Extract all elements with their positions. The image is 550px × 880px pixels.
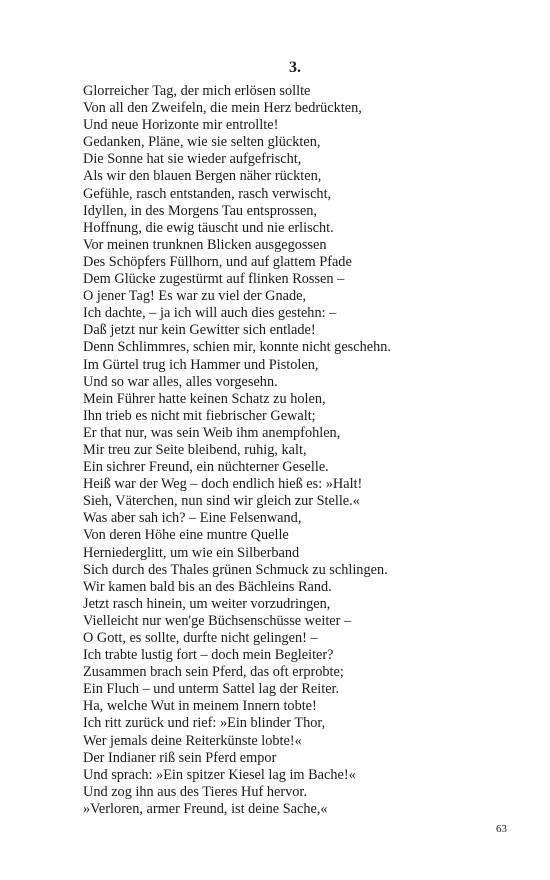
section-heading: 3. xyxy=(289,59,301,76)
poem-line: Mir treu zur Seite bleibend, ruhig, kalt, xyxy=(83,441,307,458)
poem-line: Idyllen, in des Morgens Tau entsprossen, xyxy=(83,202,317,219)
poem-line: O jener Tag! Es war zu viel der Gnade, xyxy=(83,288,307,305)
poem-line: Was aber sah ich? – Eine Felsenwand, xyxy=(83,510,302,527)
poem-line: Dem Glücke zugestürmt auf flinken Rossen – xyxy=(83,271,345,288)
poem-text xyxy=(83,83,523,818)
poem-line: Des Schöpfers Füllhorn, und auf glattem Pfade xyxy=(83,253,352,270)
poem-line: Ich dachte, – ja ich will auch dies gestehn: – xyxy=(83,305,337,322)
poem-line: Vor meinen trunknen Blicken ausgegossen xyxy=(83,236,327,253)
poem-line: Und zog ihn aus des Tieres Huf hervor. xyxy=(83,783,307,800)
poem-line: Wer jemals deine Reiterkünste lobte!« xyxy=(83,732,302,749)
poem-line: Und sprach: »Ein spitzer Kiesel lag im Bache!« xyxy=(83,766,356,783)
poem-line: Er that nur, was sein Weib ihm anempfohlen, xyxy=(83,424,341,441)
poem-line: Sich durch des Thales grünen Schmuck zu schlingen. xyxy=(83,561,388,578)
poem-line: O Gott, es sollte, durfte nicht gelingen! – xyxy=(83,630,318,646)
poem-line: Zusammen brach sein Pferd, das oft erprobte; xyxy=(83,664,344,681)
poem-line: Ich trabte lustig fort – doch mein Begleiter? xyxy=(83,647,334,664)
poem-line: Vielleicht nur wen'ge Büchsenschüsse weiter – xyxy=(83,612,352,629)
poem-line: Ihn trieb es nicht mit fiebrischer Gewalt; xyxy=(83,407,316,424)
poem-line: Ha, welche Wut in meinem Innern tobte! xyxy=(83,698,317,715)
poem-line: Ein sichrer Freund, ein nüchterner Geselle. xyxy=(83,459,329,476)
poem-line: Von deren Höhe eine muntre Quelle xyxy=(83,527,289,544)
poem-line: »Verloren, armer Freund, ist deine Sache,« xyxy=(83,800,328,817)
poem-line: Hoffnung, die ewig täuscht und nie erlischt. xyxy=(83,219,334,236)
poem-line: Als wir den blauen Bergen näher rückten, xyxy=(83,168,322,185)
poem-line: Glorreicher Tag, der mich erlösen sollte xyxy=(83,83,311,99)
poem-line: Die Sonne hat sie wieder aufgefrischt, xyxy=(83,151,302,168)
poem-line: Denn Schlimmres, schien mir, konnte nicht geschehn. xyxy=(83,339,391,356)
poem-line: Im Gürtel trug ich Hammer und Pistolen, xyxy=(83,356,319,373)
poem-line: Daß jetzt nur kein Gewitter sich entlade! xyxy=(83,322,316,339)
poem-line: Mein Führer hatte keinen Schatz zu holen, xyxy=(83,390,326,407)
poem-line: Von all den Zweifeln, die mein Herz bedrückten, xyxy=(83,100,362,117)
poem-line: Und so war alles, alles vorgesehn. xyxy=(83,373,278,390)
poem-line: Herniederglitt, um wie ein Silberband xyxy=(83,544,300,561)
poem-line: Sieh, Väterchen, nun sind wir gleich zur Stelle.« xyxy=(83,493,360,510)
poem-line: Heiß war der Weg – doch endlich hieß es: »Halt! xyxy=(83,476,363,493)
poem-line: Ich ritt zurück und rief: »Ein blinder Thor, xyxy=(83,715,326,732)
poem-line: Gefühle, rasch entstanden, rasch verwischt, xyxy=(83,185,332,202)
page-number: 63 xyxy=(496,823,507,835)
poem-line: Ein Fluch – und unterm Sattel lag der Reiter. xyxy=(83,681,340,698)
poem-line: Jetzt rasch hinein, um weiter vorzudringen, xyxy=(83,595,331,612)
poem-line: Und neue Horizonte mir entrollte! xyxy=(83,117,279,134)
poem-line: Der Indianer riß sein Pferd empor xyxy=(83,749,277,766)
poem-line: Gedanken, Pläne, wie sie selten glückten, xyxy=(83,134,321,151)
poem-line: Wir kamen bald bis an des Bächleins Rand. xyxy=(83,578,332,595)
